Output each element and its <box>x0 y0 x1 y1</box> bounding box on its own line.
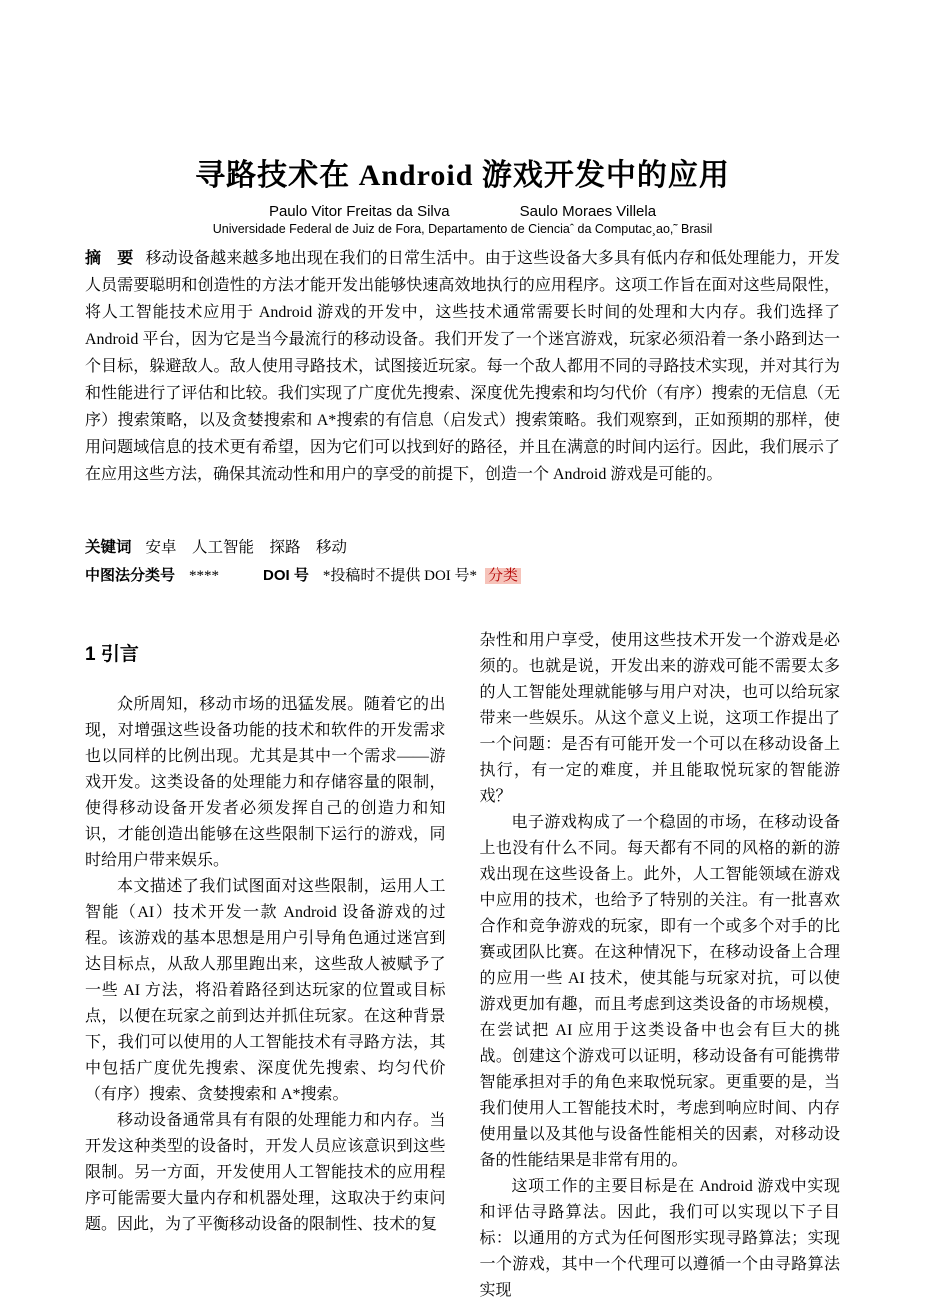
classification-line <box>85 562 840 590</box>
column-right <box>480 628 841 1304</box>
paragraph: 本文描述了我们试图面对这些限制，运用人工智能（AI）技术开发一款 Android 设备游戏的过程。该游戏的基本思想是用户引导角色通过迷宫到达目标点，从敌人那里跑出来，这些敌人被赋予了一些 AI 方法，将沿着路径到达玩家的位置或目标点，以便在玩家之前到达并抓住玩家。在这种背景下，我们可以使用的人工智能技术有寻路方法，其中包括广度优先搜索、深度优先搜索、均匀代价（有序）搜索、贪婪搜索和 A*搜索。 <box>85 878 446 1103</box>
paragraph: 这项工作的主要目标是在 Android 游戏中实现和评估寻路算法。因此，我们可以实现以下子目标：以通用的方式为任何图形实现寻路算法；实现一个游戏，其中一个代理可以遵循一个由寻路算法实现 <box>479 1178 840 1299</box>
clc-value: **** <box>189 568 220 584</box>
column-left <box>85 628 446 1304</box>
keywords-line <box>85 534 840 561</box>
doi-label: DOI 号 <box>263 567 309 584</box>
keywords-text: 安卓 人工智能 探路 移动 <box>145 539 348 556</box>
abstract-label: 摘 要 <box>85 250 134 267</box>
two-column-body <box>85 628 840 1304</box>
paper-title: 寻路技术在 Android 游戏开发中的应用 <box>195 159 730 192</box>
clc-label: 中图法分类号 <box>85 567 176 584</box>
author-name: Paulo Vitor Freitas da Silva <box>268 203 450 220</box>
section-heading-introduction: 1 引言 <box>85 644 139 665</box>
paragraph: 众所周知，移动市场的迅猛发展。随着它的出现，对增强这些设备功能的技术和软件的开发需求也以同样的比例出现。尤其是其中一个需求——游戏开发。这类设备的处理能力和存储容量的限制，使得移动设备开发者必须发挥自己的创造力和知识，才能创造出能够在这些限制下运行的游戏，同时给用户带来娱乐。 <box>85 696 446 869</box>
affiliation: Universidade Federal de Juiz de Fora, Departamento de Cienciaˆ da Computac¸ao,˜ Brasil <box>212 222 713 236</box>
classification-annotation: 分类 <box>485 568 521 584</box>
author-name: Saulo Moraes Villela <box>519 203 657 220</box>
abstract-paragraph <box>85 245 840 488</box>
paragraph: 移动设备通常具有有限的处理能力和内存。当开发这种类型的设备时，开发人员应该意识到这些限制。另一方面，开发使用人工智能技术的应用程序可能需要大量内存和机器处理，这取决于约束问题。因此，为了平衡移动设备的限制性、技术的复 <box>85 1112 446 1233</box>
paragraph-continuation: 杂性和用户享受，使用这些技术开发一个游戏是必须的。也就是说，开发出来的游戏可能不需要太多的人工智能处理就能够与用户对决，也可以给玩家带来一些娱乐。从这个意义上说，这项工作提出了一个问题：是否有可能开发一个可以在移动设备上执行，有一定的难度，并且能取悦玩家的智能游戏？ <box>479 632 840 805</box>
doi-value: *投稿时不提供 DOI 号* <box>322 568 478 584</box>
keywords-label: 关键词 <box>85 539 132 556</box>
abstract-text: 移动设备越来越多地出现在我们的日常生活中。由于这些设备大多具有低内存和低处理能力，开发人员需要聪明和创造性的方法才能开发出能够快速高效地执行的应用程序。这项工作旨在面对这些局限性，将人工智能技术应用于 Android 游戏的开发中，这些技术通常需要长时间的处理和大内存。我们选择了 Android 平台，因为它是当今最流行的移动设备。我们开发了一个迷宫游戏，玩家必须沿着一条小路到达一个目标，躲避敌人。敌人使用寻路技术，试图接近玩家。每一个敌人都用不同的寻路技术实现，并对其行为和性能进行了评估和比较。我们实现了广度优先搜索、深度优先搜索和均匀代价（有序）搜索的无信息（无序）搜索策略，以及贪婪搜索和 A*搜索的有信息（启发式）搜索策略。我们观察到，正如预期的那样，使用问题域信息的技术更有希望，因为它们可以找到好的路径，并且在满意的时间内运行。因此，我们展示了在应用这些方法，确保其流动性和用户的享受的前提下，创造一个 Android 游戏是可能的。 <box>85 250 840 483</box>
paragraph: 电子游戏构成了一个稳固的市场，在移动设备上也没有什么不同。每天都有不同的风格的新的游戏出现在这些设备上。此外，人工智能领域在游戏中应用的技术，也给予了特别的关注。有一批喜欢合作和竞争游戏的玩家，即有一个或多个对手的比赛或团队比赛。在这种情况下，在移动设备上合理的应用一些 AI 技术，使其能与玩家对抗，可以使游戏更加有趣，而且考虑到这类设备的市场规模，在尝试把 AI 应用于这类设备中也会有巨大的挑战。创建这个游戏可以证明，移动设备有可能携带智能承担对手的角色来取悦玩家。更重要的是，当我们使用人工智能技术时，考虑到响应时间、内存使用量以及其他与设备性能相关的因素，对移动设备的性能结果是非常有用的。 <box>479 814 840 1169</box>
author-list <box>85 203 840 220</box>
